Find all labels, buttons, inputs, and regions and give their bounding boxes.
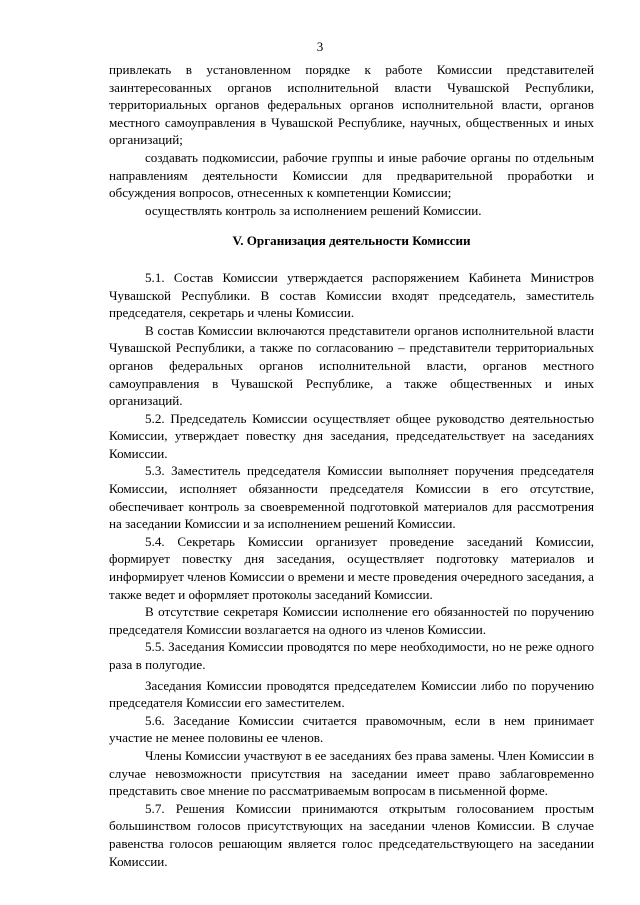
paragraph: В состав Комиссии включаются представители органов исполнительной власти Чувашской Республики, а также по согласованию – представители территориальных органов федеральных органов исполнительной власти, органов местного самоуправления в Чувашской Республике, а также общественных и иных организаций. (109, 322, 594, 409)
paragraph: Заседания Комиссии проводятся председателем Комиссии либо по поручению председателя Комиссии его заместителем. (109, 677, 594, 711)
paragraph: 5.1. Состав Комиссии утверждается распоряжением Кабинета Министров Чувашской Республики. В состав Комиссии входят председатель, заместитель председателя, секретарь и члены Комиссии. (109, 269, 594, 321)
paragraph: 5.2. Председатель Комиссии осуществляет общее руководство деятельностью Комиссии, утверждает повестку дня заседания, председательствует на заседаниях Комиссии. (109, 410, 594, 461)
paragraph: 5.3. Заместитель председателя Комиссии выполняет поручения председателя Комиссии, исполняет обязанности председателя Комиссии в его отсутствие, обеспечивает контроль за своевременной подготовкой материалов для рассмотрения на заседании Комиссии и за исполнением решений Комиссии. (109, 463, 594, 532)
paragraph: 5.5. Заседания Комиссии проводятся по мере необходимости, но не реже одного раза в полугодие. (109, 639, 594, 672)
document-body (109, 61, 594, 870)
paragraph: Члены Комиссии участвуют в ее заседаниях без права замены. Член Комиссии в случае невозможности присутствия на заседании имеет право заблаговременно представить свое мнение по рассматриваемым вопросам в письменной форме. (109, 747, 594, 799)
page-number: 3 (316, 39, 324, 54)
paragraph: 5.7. Решения Комиссии принимаются открытым голосованием простым большинством голосов присутствующих на заседании членов Комиссии. В случае равенства голосов решающим является голос председательствующего на заседании Комиссии. (109, 800, 594, 869)
paragraph: В отсутствие секретаря Комиссии исполнение его обязанностей по поручению председателя Комиссии возлагается на одного из членов Комиссии. (109, 604, 594, 637)
paragraph: осуществлять контроль за исполнением решений Комиссии. (145, 202, 482, 218)
paragraph: создавать подкомиссии, рабочие группы и иные рабочие органы по отдельным направлениям деятельности Комиссии для предварительной проработки и обсуждения вопросов, отнесенных к компетенции Комиссии; (109, 149, 594, 201)
paragraph: 5.6. Заседание Комиссии считается правомочным, если в нем принимает участие не менее половины ее членов. (109, 712, 594, 746)
section-heading: V. Организация деятельности Комиссии (232, 233, 471, 249)
paragraph: привлекать в установленном порядке к работе Комиссии представителей заинтересованных органов исполнительной власти Чувашской Республики, территориальных органов федеральных органов исполнительной власти, органов местного самоуправления в Чувашской Республике, научных, общественных и иных организаций; (109, 62, 594, 148)
paragraph: 5.4. Секретарь Комиссии организует проведение заседаний Комиссии, формирует повестку дня заседания, осуществляет подготовку материалов и информирует членов Комиссии о времени и месте проведения очередного заседания, а также ведет и оформляет протоколы заседаний Комиссии. (109, 533, 594, 602)
